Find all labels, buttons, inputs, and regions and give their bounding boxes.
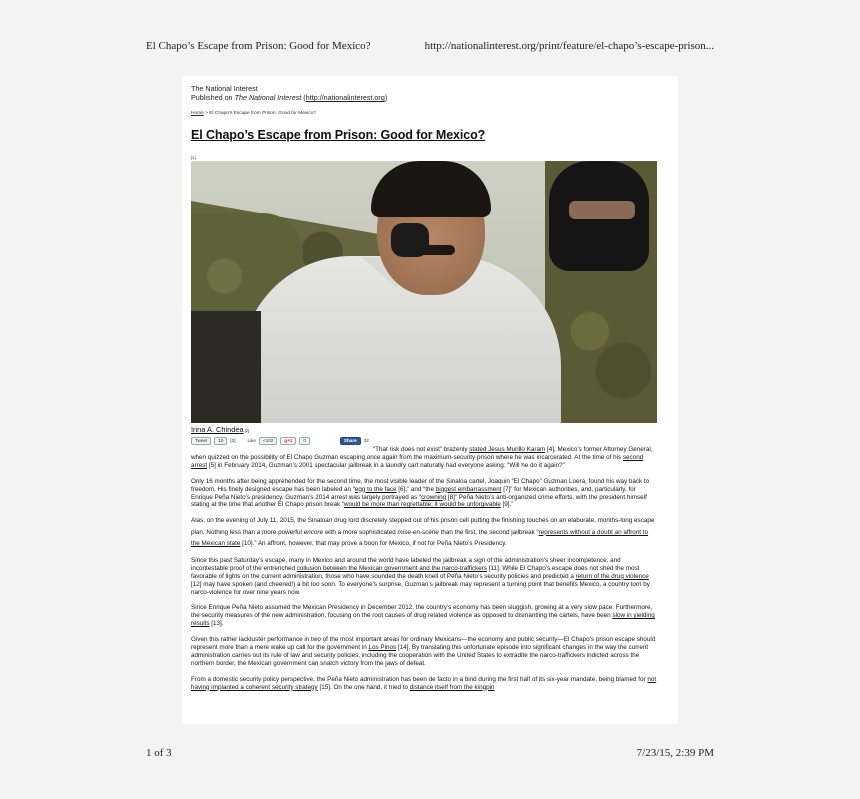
paragraph-2: Only 16 months after being apprehended for the second time, the most visible leader of the Sinaloa cartel, Joaquin “El Chapo” Guzman Loera, found his way back to freedom. His finely designed escape has been labeled an “egg to the face [6],” and “the biggest embarrassment [7]” for Mexican authorities, and, particularly, for Enrique Peña Nieto’s presidency. Guzman’s 2014 arrest was largely portrayed as “crowning [8]” Peña Nieto’s anti-organized crime efforts, with the president himself stating at the time that another El Chapo prison break “would be more than regrettable; it would be unforgivable [9].” <box>191 477 650 509</box>
article-photo <box>191 161 657 423</box>
tweet-button[interactable]: Tweet <box>191 437 211 445</box>
share-bar <box>191 436 658 445</box>
paragraph-1: “That risk does not exist” brazenly stated Jesus Murillo Karam [4], Mexico’s former Attorney General, when quizzed on the possibility of El Chapo Guzman escaping once again from the maximum-security prison where he was incarcerated. At the time of his second arrest [5] in February 2014, Guzman’s 2001 spectacular jailbreak in a laundry cart naturally had everyone asking: “Will he do it again?” <box>191 446 653 469</box>
paragraph-4: Since this past Saturday’s escape, many in Mexico and around the world have labeled the jailbreak a sign of the administration’s sheer incompetence, and incontestable proof of the entrenched collusion between the Mexican government and the narco-traffickers [11]. While El Chapo’s escape does not shed the most favorable of lights on the current administration, those who have sounded the death knell of Peña Nieto’s security policies and predicted a return of the drug violence [12] may have spoken (and cheered!) a bit too soon. To everyone’s surprise, Guzman’s jailbreak may represent a turning point that benefits Mexico, a country torn by narco-violence for over nine years now. <box>191 556 650 596</box>
image-reference: [1] <box>191 155 197 160</box>
link-unforgivable[interactable]: would be more than regrettable; it would be unforgivable <box>343 501 501 509</box>
link-biggest-embarrassment[interactable]: biggest embarrassment <box>435 485 502 493</box>
link-los-pinos[interactable]: Los Pinos <box>368 644 397 652</box>
site-url-link[interactable]: http://nationalinterest.org <box>305 93 385 102</box>
published-line: Published on The National Interest (http://nationalinterest.org) <box>191 93 388 102</box>
photo-shadow <box>191 311 261 423</box>
page-content <box>191 84 658 692</box>
paragraph-3: Alas, on the evening of July 11, 2015, the Sinaloan drug lord discretely stepped out of his prison cell putting the finishing touches on an elaborate, months-long escape plan. Nothing less than a more powerful encore with a more sophisticated mise-en-scène than the first, the second jailbreak “represents without a doubt an affront to the Mexican state [10].” An affront, however, that may prove a boon for Mexico, if not for Peña Nieto’s Presidency. <box>191 517 655 547</box>
link-security-strategy[interactable]: not having implanted a coherent security strategy <box>191 675 657 691</box>
breadcrumb <box>191 111 658 116</box>
tweet-count: 10 <box>214 437 227 445</box>
paragraph-5: Since Enrique Peña Nieto assumed the Mexican Presidency in December 2012, the country’s economy has been sluggish, growing at a very slow pace. Furthermore, the security measures of the new administration, focusing on the root causes of drug related violence as opposed to dismantling the cartels, have been slow in yielding results [13]. <box>191 604 655 628</box>
link-affront-mexican-state[interactable]: represents without a doubt an affront to the Mexican state <box>191 528 649 547</box>
link-collusion[interactable]: collusion between the Mexican government and the narco-traffickers <box>296 564 488 572</box>
link-egg-to-face[interactable]: egg to the face <box>354 485 397 493</box>
print-header-url: http://nationalinterest.org/print/feature/el-chapo’s-escape-prison... <box>424 40 714 52</box>
link-stated-karam[interactable]: stated Jesus Murillo Karam <box>469 446 546 453</box>
author-ref: [2] <box>243 428 250 433</box>
photo-balaclava-eyes <box>569 201 635 219</box>
link-second-arrest[interactable]: second arrest <box>191 453 644 469</box>
page-number: 1 of 3 <box>146 747 172 759</box>
print-header-title: El Chapo’s Escape from Prison: Good for Mexico? <box>146 40 371 52</box>
byline <box>191 425 658 435</box>
google-plus-count: 0 <box>299 437 310 445</box>
tweet-ref: [3] <box>230 438 236 443</box>
link-crowning[interactable]: crowning <box>420 493 447 501</box>
breadcrumb-home-link[interactable]: Home <box>191 111 204 116</box>
google-plus-button[interactable]: g+1 <box>280 437 296 445</box>
author-link[interactable]: Irina A. Chindea <box>191 425 244 434</box>
paragraph-7: From a domestic security policy perspective, the Peña Nieto administration has been de facto in a bind during the first half of its six-year mandate, being blamed for not having implanted a coherent security strategy [15]. On the one hand, it tried to distance itself from the kingpin <box>191 675 657 691</box>
paragraph-6: Given this rather lackluster performance in two of the most important areas for ordinary Mexicans—the economy and public security—El Chapo’s prison escape should represent more than a mere wake up call for the government in Los Pinos [14]. By translating this unfortunate episode into significant changes in the way the current administration carries out its rule of law and security policies, including the cooperation with the United States to extradite the narco-traffickers indicted across the northern border, the Mexican government can snatch victory from the jaws of defeat. <box>191 636 656 667</box>
site-name: The National Interest <box>191 84 258 93</box>
like-count: <102 <box>259 437 277 445</box>
link-return-drug-violence[interactable]: return of the drug violence <box>575 572 649 580</box>
photo-glove <box>391 223 429 257</box>
print-datetime: 7/23/15, 2:39 PM <box>636 747 714 759</box>
share-button[interactable]: Share <box>340 437 361 445</box>
article-title[interactable]: El Chapo’s Escape from Prison: Good for Mexico? <box>191 128 486 142</box>
breadcrumb-current: > El Chapo’s Escape from Prison: Good for Mexico? <box>203 111 317 116</box>
link-slow-results[interactable]: slow in yielding results <box>191 612 655 628</box>
photo-hair <box>371 161 491 217</box>
like-button[interactable]: Like <box>247 438 256 443</box>
site-info <box>191 84 658 102</box>
share-count: 32 <box>363 438 369 443</box>
link-distance-kingpin[interactable]: distance itself from the kingpin <box>409 683 495 691</box>
printed-page <box>182 76 678 724</box>
published-site-name: The National Interest <box>234 93 302 102</box>
